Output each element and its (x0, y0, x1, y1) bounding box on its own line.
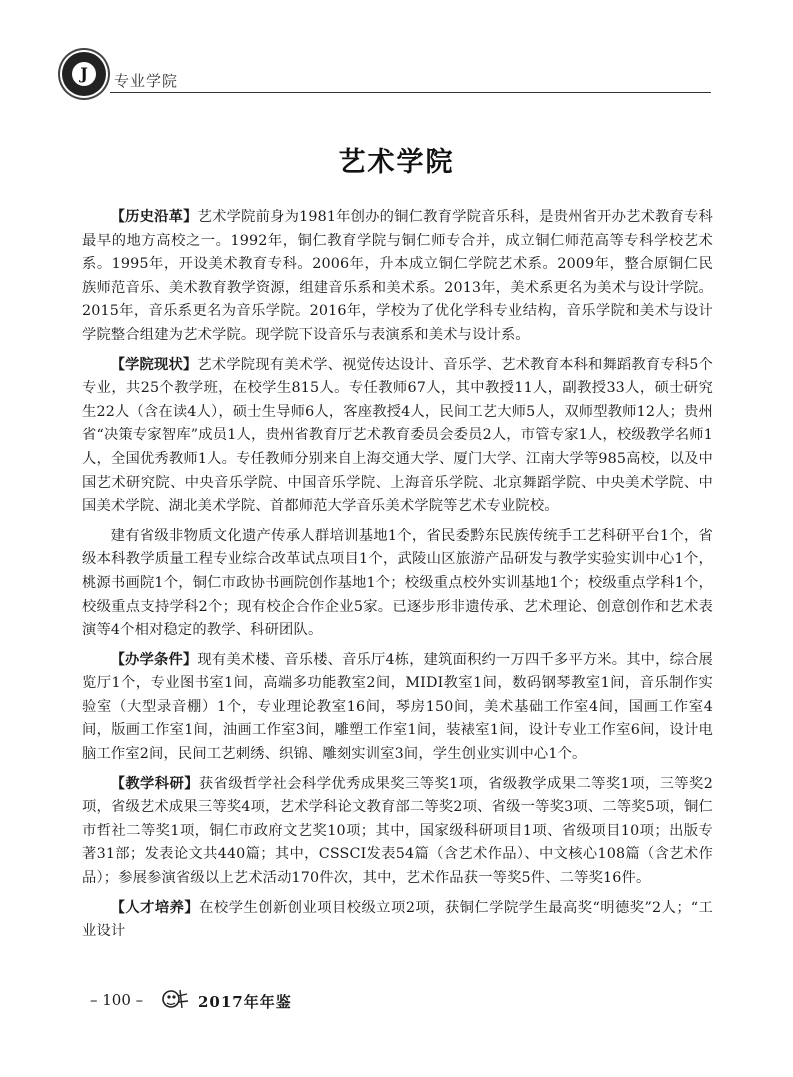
yearbook-mascot-icon (160, 986, 190, 1012)
page-footer (90, 986, 390, 1016)
paragraph-text: 建有省级非物质文化遗产传承人群培训基地1个，省民委黔东民族传统手工艺科研平台1个，省级本科教学质量工程专业综合改革试点项目1个，武陵山区旅游产品研发与教学实验实训中心1个，桃源书画院1个，铜仁市政协书画院创作基地1个；校级重点校外实训基地1个；校级重点学科1个，校级重点支持学科2个；现有校企合作企业5家。已逐步形非遗传承、艺术理论、创意创作和艺术表演等4个相对稳定的教学、科研团队。 (82, 527, 713, 639)
paragraph-status (82, 354, 713, 519)
section-name: 专业学院 (114, 72, 179, 90)
paragraph-heading: 【人才培养】 (110, 899, 200, 916)
paragraph-history (82, 206, 713, 348)
page-header (60, 50, 711, 100)
paragraph-heading: 【办学条件】 (110, 651, 198, 668)
paragraph-heading: 【历史沿革】 (110, 209, 198, 225)
paragraph-heading: 【教学科研】 (110, 775, 199, 792)
paragraph-facilities (82, 649, 713, 767)
paragraph-text: 获省级哲学社会科学优秀成果奖三等奖1项，省级教学成果二等奖1项，三等奖2项，省级艺术成果三等奖4项，艺术学科论文教育部二等奖2项、省级一等奖3项、二等奖5项，铜仁市哲社二等奖1项，铜仁市政府文艺奖10项；其中，国家级科研项目1项、省级项目10项；出版专著31部；发表论文共440篇；其中，CSSCI发表54篇（含艺术作品）、中文核心108篇（含艺术作品）；参展参演省级以上艺术活动170件次，其中，艺术作品获一等奖5件、二等奖16件。 (82, 775, 713, 887)
paragraph-text: 现有美术楼、音乐楼、音乐厅4栋，建筑面积约一万四千多平方米。其中，综合展览厅1个，专业图书室1间，高端多功能教室2间，MIDI教室1间，数码钢琴教室1间，音乐制作实验室（大型录音棚）1个，专业理论教室16间，琴房150间，美术基础工作室4间，国画工作室4间，版画工作室1间，油画工作室3间，雕塑工作室1间，装裱室1间，设计专业工作室6间，设计电脑工作室2间，民间工艺刺绣、织锦、雕刻实训室3间，学生创业实训中心1个。 (82, 651, 713, 763)
article-body (82, 206, 713, 950)
paragraph-bases (82, 525, 713, 643)
paragraph-text: 艺术学院前身为1981年创办的铜仁教育学院音乐科，是贵州省开办艺术教育专科最早的地方高校之一。1992年，铜仁教育学院与铜仁师专合并，成立铜仁师范高等专科学校艺术系。1995年，开设美术教育专科。2006年，升本成立铜仁学院艺术系。2009年，整合原铜仁民族师范音乐、美术教育教学资源，组建音乐系和美术系。2013年，美术系更名为美术与设计学院。2015年，音乐系更名为音乐学院。2016年，学校为了优化学科专业结构，音乐学院和美术与设计学院整合组建为艺术学院。现学院下设音乐与表演系和美术与设计系。 (82, 209, 714, 343)
paragraph-research (82, 773, 713, 891)
university-logo-icon: J (62, 52, 106, 96)
page-number: – 100 – (90, 991, 144, 1009)
yearbook-label: 2017年年鉴 (198, 993, 292, 1011)
page-title: 艺术学院 (338, 147, 455, 178)
paragraph-text: 艺术学院现有美术学、视觉传达设计、音乐学、艺术教育本科和舞蹈教育专科5个专业，共25个教学班，在校学生815人。专任教师67人，其中教授11人，副教授33人，硕士研究生22人（含在读4人），硕士生导师6人，客座教授4人，民间工艺大师5人，双师型教师12人；贵州省“决策专家智库”成员1人，贵州省教育厅艺术教育委员会委员2人，市管专家1人，校级教学名师1人，全国优秀教师1人。专任教师分别来自上海交通大学、厦门大学、江南大学等985高校，以及中国艺术研究院、中央音乐学院、中国音乐学院、上海音乐学院、北京舞蹈学院、中央美术学院、中国美术学院、湖北美术学院、首都师范大学音乐美术学院等艺术专业院校。 (82, 356, 713, 515)
paragraph-training (82, 897, 713, 944)
header-divider (110, 92, 711, 93)
paragraph-heading: 【学院现状】 (110, 356, 198, 373)
paragraph-text: 在校学生创新创业项目校级立项2项，获铜仁学院学生最高奖“明德奖”2人；“工业设计 (82, 899, 714, 940)
